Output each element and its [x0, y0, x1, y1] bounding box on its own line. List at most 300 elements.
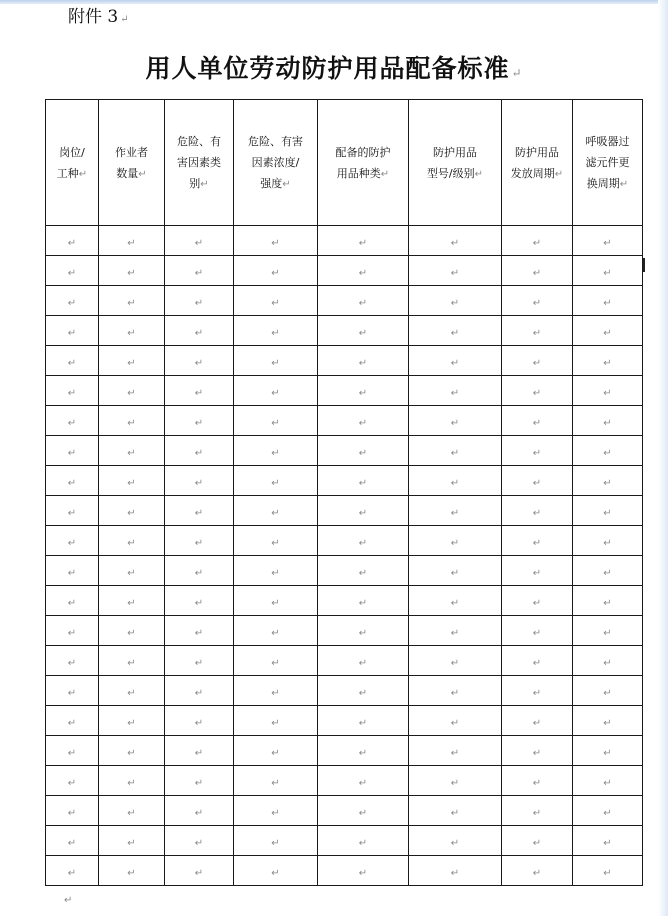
table-cell[interactable]	[318, 766, 409, 796]
table-cell[interactable]	[573, 406, 643, 436]
table-cell[interactable]	[46, 616, 99, 646]
table-cell[interactable]	[502, 676, 573, 706]
column-header[interactable]	[318, 100, 409, 226]
table-cell[interactable]	[46, 376, 99, 406]
table-cell[interactable]	[99, 346, 165, 376]
table-cell[interactable]	[409, 766, 502, 796]
table-cell[interactable]	[234, 466, 318, 496]
table-cell[interactable]	[409, 346, 502, 376]
paragraph-mark-icon: ↵	[358, 718, 368, 729]
paragraph-mark-icon: ↵	[532, 628, 542, 639]
table-cell[interactable]	[318, 466, 409, 496]
paragraph-mark-icon: ↵	[271, 388, 280, 399]
paragraph-mark-icon: ↵	[532, 298, 542, 309]
table-cell[interactable]	[573, 706, 643, 736]
table-cell[interactable]	[46, 856, 99, 886]
table-cell[interactable]	[46, 406, 99, 436]
paragraph-mark-icon: ↵	[450, 628, 460, 639]
table-cell[interactable]	[502, 736, 573, 766]
table-cell[interactable]	[573, 436, 643, 466]
table-cell[interactable]	[234, 706, 318, 736]
table-cell[interactable]	[409, 616, 502, 646]
paragraph-mark-icon: ↵	[450, 298, 460, 309]
paragraph-mark-icon: ↵	[67, 778, 77, 789]
paragraph-mark-icon: ↵	[603, 238, 612, 249]
table-cell[interactable]	[318, 406, 409, 436]
table-cell[interactable]	[318, 286, 409, 316]
table-cell[interactable]	[318, 316, 409, 346]
table-cell[interactable]	[573, 376, 643, 406]
paragraph-mark-icon: ↵	[450, 268, 460, 279]
table-cell[interactable]	[165, 766, 234, 796]
column-header[interactable]	[99, 100, 165, 226]
column-header[interactable]	[234, 100, 318, 226]
table-cell[interactable]	[573, 346, 643, 376]
paragraph-mark-icon: ↵	[127, 508, 136, 519]
paragraph-mark-icon: ↵	[271, 658, 280, 669]
table-cell[interactable]	[99, 586, 165, 616]
paragraph-mark-icon: ↵	[271, 808, 280, 819]
table-cell[interactable]	[165, 466, 234, 496]
paragraph-mark-icon: ↵	[271, 718, 280, 729]
table-cell[interactable]	[234, 676, 318, 706]
table-cell[interactable]	[99, 286, 165, 316]
table-cell[interactable]	[409, 376, 502, 406]
table-cell[interactable]	[165, 616, 234, 646]
table-cell[interactable]	[318, 616, 409, 646]
paragraph-mark-icon: ↵	[450, 838, 460, 849]
table-cell[interactable]	[409, 436, 502, 466]
document-title: 用人单位劳动防护用品配备标准 ↵	[145, 54, 523, 83]
table-cell[interactable]	[502, 496, 573, 526]
table-cell[interactable]	[99, 436, 165, 466]
column-header-line: 换周期↵	[586, 177, 629, 190]
table-cell[interactable]	[573, 856, 643, 886]
paragraph-mark-icon: ↵	[78, 168, 88, 180]
table-cell[interactable]	[502, 526, 573, 556]
paragraph-mark-icon: ↵	[194, 328, 204, 339]
table-cell[interactable]	[409, 256, 502, 286]
paragraph-mark-icon: ↵	[271, 568, 280, 579]
column-header-line: 强度↵	[260, 177, 291, 190]
table-cell[interactable]	[234, 766, 318, 796]
table-cell[interactable]	[165, 676, 234, 706]
paragraph-mark-icon: ↵	[67, 598, 77, 609]
table-cell[interactable]	[502, 706, 573, 736]
table-cell[interactable]	[165, 496, 234, 526]
table-cell[interactable]	[573, 646, 643, 676]
paragraph-mark-icon: ↵	[271, 418, 280, 429]
table-cell[interactable]	[573, 586, 643, 616]
paragraph-mark-icon: ↵	[127, 448, 136, 459]
table-cell[interactable]	[99, 616, 165, 646]
table-cell[interactable]	[165, 706, 234, 736]
paragraph-mark-icon: ↵	[127, 388, 136, 399]
table-cell[interactable]	[318, 856, 409, 886]
table-cell[interactable]	[46, 586, 99, 616]
paragraph-mark-icon: ↵	[450, 778, 460, 789]
table-cell[interactable]	[409, 466, 502, 496]
table-cell[interactable]	[46, 736, 99, 766]
table-cell[interactable]	[165, 406, 234, 436]
table-cell[interactable]	[502, 226, 573, 256]
table-cell[interactable]	[99, 496, 165, 526]
paragraph-mark-icon: ↵	[358, 538, 368, 549]
table-cell[interactable]	[318, 796, 409, 826]
paragraph-mark-icon: ↵	[67, 628, 77, 639]
table-cell[interactable]	[234, 406, 318, 436]
table-cell[interactable]	[573, 766, 643, 796]
table-cell[interactable]	[502, 466, 573, 496]
column-header-line: 工种↵	[56, 166, 88, 180]
paragraph-mark-icon: ↵	[127, 478, 136, 489]
paragraph-mark-icon: ↵	[67, 838, 77, 849]
paragraph-mark-icon: ↵	[194, 358, 204, 369]
table-cell[interactable]	[165, 526, 234, 556]
column-header-line: 用品种类↵	[336, 166, 390, 180]
paragraph-mark-icon: ↵	[603, 868, 612, 879]
paragraph-mark-icon: ↵	[127, 628, 136, 639]
table-cell[interactable]	[234, 646, 318, 676]
paragraph-mark-icon: ↵	[603, 568, 612, 579]
table-cell[interactable]	[502, 286, 573, 316]
table-cell[interactable]	[409, 526, 502, 556]
table-cell[interactable]	[409, 496, 502, 526]
table-cell[interactable]	[165, 436, 234, 466]
paragraph-mark-icon: ↵	[194, 868, 204, 879]
table-cell[interactable]	[99, 676, 165, 706]
paragraph-mark-icon: ↵	[194, 268, 204, 279]
table-cell[interactable]	[573, 226, 643, 256]
paragraph-mark-icon: ↵	[67, 568, 77, 579]
table-cell[interactable]	[234, 436, 318, 466]
table-cell[interactable]	[318, 706, 409, 736]
table-cell[interactable]	[318, 376, 409, 406]
table-row	[46, 256, 643, 286]
paragraph-mark-icon: ↵	[450, 328, 460, 339]
table-cell[interactable]	[99, 736, 165, 766]
table-cell[interactable]	[502, 556, 573, 586]
paragraph-mark-icon: ↵	[67, 688, 77, 699]
table-cell[interactable]	[502, 796, 573, 826]
table-cell[interactable]	[502, 256, 573, 286]
paragraph-mark-icon: ↵	[603, 388, 612, 399]
table-cell[interactable]	[234, 286, 318, 316]
paragraph-mark-icon: ↵	[603, 808, 612, 819]
column-header[interactable]	[165, 100, 234, 226]
table-cell[interactable]	[318, 676, 409, 706]
table-cell[interactable]	[234, 586, 318, 616]
paragraph-mark-icon: ↵	[67, 718, 77, 729]
paragraph-mark-icon: ↵	[194, 658, 204, 669]
table-cell[interactable]	[165, 826, 234, 856]
paragraph-mark-icon: ↵	[271, 688, 280, 699]
window-top-edge	[0, 0, 668, 4]
paragraph-mark-icon: ↵	[194, 748, 204, 759]
paragraph-mark-icon: ↵	[450, 688, 460, 699]
paragraph-mark-icon: ↵	[532, 238, 542, 249]
table-cell[interactable]	[46, 646, 99, 676]
column-header-line: 别↵	[189, 177, 209, 190]
paragraph-mark-icon: ↵	[67, 298, 77, 309]
table-cell[interactable]	[165, 556, 234, 586]
column-header-line: 防护用品	[433, 145, 477, 159]
table-cell[interactable]	[46, 286, 99, 316]
table-cell[interactable]	[409, 646, 502, 676]
table-cell[interactable]	[502, 346, 573, 376]
table-cell[interactable]	[318, 256, 409, 286]
window-right-edge	[658, 0, 668, 916]
table-cell[interactable]	[573, 676, 643, 706]
table-cell[interactable]	[573, 286, 643, 316]
table-cell[interactable]	[46, 316, 99, 346]
table-cell[interactable]	[409, 736, 502, 766]
table-cell[interactable]	[165, 736, 234, 766]
table-cell[interactable]	[409, 856, 502, 886]
paragraph-mark-icon: ↵	[67, 658, 77, 669]
column-header[interactable]	[502, 100, 573, 226]
paragraph-mark-icon: ↵	[532, 658, 542, 669]
table-cell[interactable]	[234, 616, 318, 646]
table-cell[interactable]	[46, 346, 99, 376]
table-row	[46, 676, 643, 706]
table-cell[interactable]	[46, 766, 99, 796]
paragraph-mark-icon: ↵	[603, 298, 612, 309]
table-cell[interactable]	[409, 706, 502, 736]
table-cell[interactable]	[234, 526, 318, 556]
table-cell[interactable]	[409, 226, 502, 256]
table-cell[interactable]	[46, 556, 99, 586]
table-cell[interactable]	[318, 736, 409, 766]
table-cell[interactable]	[46, 466, 99, 496]
paragraph-mark-icon: ↵	[603, 628, 612, 639]
paragraph-mark-icon: ↵	[603, 748, 612, 759]
table-cell[interactable]	[46, 256, 99, 286]
column-header-line: 作业者	[115, 145, 148, 159]
table-cell[interactable]	[573, 526, 643, 556]
table-cell[interactable]	[573, 736, 643, 766]
table-cell[interactable]	[234, 316, 318, 346]
table-cell[interactable]	[409, 286, 502, 316]
table-cell[interactable]	[318, 436, 409, 466]
paragraph-mark-icon: ↵	[603, 688, 612, 699]
paragraph-mark-icon: ↵	[358, 418, 368, 429]
table-cell[interactable]	[165, 646, 234, 676]
table-cell[interactable]	[165, 586, 234, 616]
table-body	[46, 226, 643, 886]
table-cell[interactable]	[502, 766, 573, 796]
table-cell[interactable]	[409, 556, 502, 586]
paragraph-mark-icon: ↵	[532, 808, 542, 819]
table-cell[interactable]	[234, 826, 318, 856]
paragraph-mark-icon: ↵	[358, 598, 368, 609]
paragraph-mark-icon: ↵	[619, 179, 629, 190]
table-cell[interactable]	[99, 556, 165, 586]
column-header-line: 危险、有	[177, 135, 221, 148]
table-cell[interactable]	[234, 346, 318, 376]
table-cell[interactable]	[46, 436, 99, 466]
table-cell[interactable]	[99, 706, 165, 736]
table-cell[interactable]	[165, 376, 234, 406]
paragraph-mark-icon: ↵	[67, 508, 77, 519]
paragraph-mark-icon: ↵	[271, 238, 280, 249]
table-cell[interactable]	[318, 826, 409, 856]
table-cell[interactable]	[234, 376, 318, 406]
paragraph-mark-icon: ↵	[194, 388, 204, 399]
table-cell[interactable]	[318, 586, 409, 616]
column-header-line: 害因素类	[177, 156, 221, 169]
table-cell[interactable]	[165, 796, 234, 826]
table-cell[interactable]	[99, 856, 165, 886]
table-cell[interactable]	[573, 466, 643, 496]
table-cell[interactable]	[409, 826, 502, 856]
paragraph-mark-icon: ↵	[358, 298, 368, 309]
table-cell[interactable]	[165, 226, 234, 256]
paragraph-mark-icon: ↵	[127, 358, 136, 369]
paragraph-mark-icon: ↵	[603, 538, 612, 549]
table-row	[46, 436, 643, 466]
paragraph-mark-icon: ↵	[120, 14, 129, 25]
column-header[interactable]	[46, 100, 99, 226]
paragraph-mark-icon: ↵	[603, 448, 612, 459]
column-header[interactable]	[409, 100, 502, 226]
paragraph-mark-icon: ↵	[532, 538, 542, 549]
table-cell[interactable]	[502, 616, 573, 646]
table-cell[interactable]	[46, 496, 99, 526]
table-cell[interactable]	[573, 616, 643, 646]
column-header-line: 因素浓度/	[251, 156, 300, 169]
table-cell[interactable]	[502, 376, 573, 406]
paragraph-mark-icon: ↵	[271, 628, 280, 639]
paragraph-mark-icon: ↵	[532, 838, 542, 849]
paragraph-mark-icon: ↵	[127, 778, 136, 789]
paragraph-mark-icon: ↵	[271, 298, 280, 309]
paragraph-mark-icon: ↵	[450, 598, 460, 609]
table-cell[interactable]	[573, 316, 643, 346]
table-cell[interactable]	[502, 646, 573, 676]
table-cell[interactable]	[502, 406, 573, 436]
table-cell[interactable]	[318, 556, 409, 586]
paragraph-mark-icon: ↵	[358, 478, 368, 489]
table-cell[interactable]	[409, 316, 502, 346]
paragraph-mark-icon: ↵	[450, 808, 460, 819]
table-cell[interactable]	[99, 316, 165, 346]
paragraph-mark-icon: ↵	[358, 238, 368, 249]
table-cell[interactable]	[99, 796, 165, 826]
table-cell[interactable]	[502, 826, 573, 856]
table-cell[interactable]	[318, 526, 409, 556]
table-cell[interactable]	[409, 796, 502, 826]
paragraph-mark-icon: ↵	[358, 448, 368, 459]
table-cell[interactable]	[234, 856, 318, 886]
table-cell[interactable]	[234, 796, 318, 826]
table-row	[46, 556, 643, 586]
table-cell[interactable]	[46, 226, 99, 256]
table-row	[46, 346, 643, 376]
table-cell[interactable]	[46, 826, 99, 856]
table-cell[interactable]	[234, 226, 318, 256]
table-cell[interactable]	[99, 406, 165, 436]
paragraph-mark-icon: ↵	[194, 568, 204, 579]
table-row	[46, 766, 643, 796]
table-cell[interactable]	[502, 856, 573, 886]
table-cell[interactable]	[99, 226, 165, 256]
table-cell[interactable]	[502, 436, 573, 466]
table-cell[interactable]	[318, 346, 409, 376]
paragraph-mark-icon: ↵	[358, 838, 368, 849]
table-cell[interactable]	[573, 496, 643, 526]
table-cell[interactable]	[502, 586, 573, 616]
table-cell[interactable]	[46, 526, 99, 556]
table-cell[interactable]	[99, 766, 165, 796]
column-header-line: 防护用品	[515, 145, 559, 159]
table-cell[interactable]	[318, 226, 409, 256]
table-cell[interactable]	[165, 856, 234, 886]
table-cell[interactable]	[234, 496, 318, 526]
table-cell[interactable]	[234, 256, 318, 286]
paragraph-mark-icon: ↵	[532, 388, 542, 399]
table-cell[interactable]	[99, 826, 165, 856]
table-cell[interactable]	[234, 556, 318, 586]
table-cell[interactable]	[165, 316, 234, 346]
table-cell[interactable]	[502, 316, 573, 346]
table-row	[46, 856, 643, 886]
table-cell[interactable]	[573, 826, 643, 856]
table-cell[interactable]	[573, 256, 643, 286]
paragraph-mark-icon: ↵	[127, 328, 136, 339]
column-header[interactable]	[573, 100, 643, 226]
table-row	[46, 706, 643, 736]
table-cell[interactable]	[99, 466, 165, 496]
paragraph-mark-icon: ↵	[358, 748, 368, 759]
paragraph-mark-icon: ↵	[127, 868, 136, 879]
table-cell[interactable]	[573, 556, 643, 586]
paragraph-mark-icon: ↵	[450, 658, 460, 669]
table-cell[interactable]	[99, 526, 165, 556]
paragraph-mark-icon: ↵	[271, 448, 280, 459]
table-cell[interactable]	[99, 646, 165, 676]
paragraph-mark-icon: ↵	[127, 298, 136, 309]
table-row	[46, 586, 643, 616]
table-cell[interactable]	[409, 586, 502, 616]
table-cell[interactable]	[318, 646, 409, 676]
paragraph-mark-icon: ↵	[67, 808, 77, 819]
table-cell[interactable]	[46, 796, 99, 826]
paragraph-mark-icon: ↵	[282, 179, 291, 190]
table-cell[interactable]	[165, 286, 234, 316]
table-cell[interactable]	[409, 406, 502, 436]
table-cell[interactable]	[234, 736, 318, 766]
paragraph-mark-icon: ↵	[194, 538, 204, 549]
table-cell[interactable]	[573, 796, 643, 826]
table-cell[interactable]	[165, 256, 234, 286]
table-cell[interactable]	[99, 376, 165, 406]
paragraph-mark-icon: ↵	[271, 538, 280, 549]
table-cell[interactable]	[46, 706, 99, 736]
table-cell[interactable]	[318, 496, 409, 526]
column-header-line: 危险、有害	[248, 135, 303, 148]
paragraph-mark-icon: ↵	[194, 718, 204, 729]
table-cell[interactable]	[409, 676, 502, 706]
paragraph-mark-icon: ↵	[127, 538, 136, 549]
table-cell[interactable]	[165, 346, 234, 376]
paragraph-mark-icon: ↵	[554, 168, 564, 180]
paragraph-mark-icon: ↵	[603, 328, 612, 339]
table-cell[interactable]	[99, 256, 165, 286]
table-cell[interactable]	[46, 676, 99, 706]
table-row	[46, 826, 643, 856]
table-row	[46, 406, 643, 436]
